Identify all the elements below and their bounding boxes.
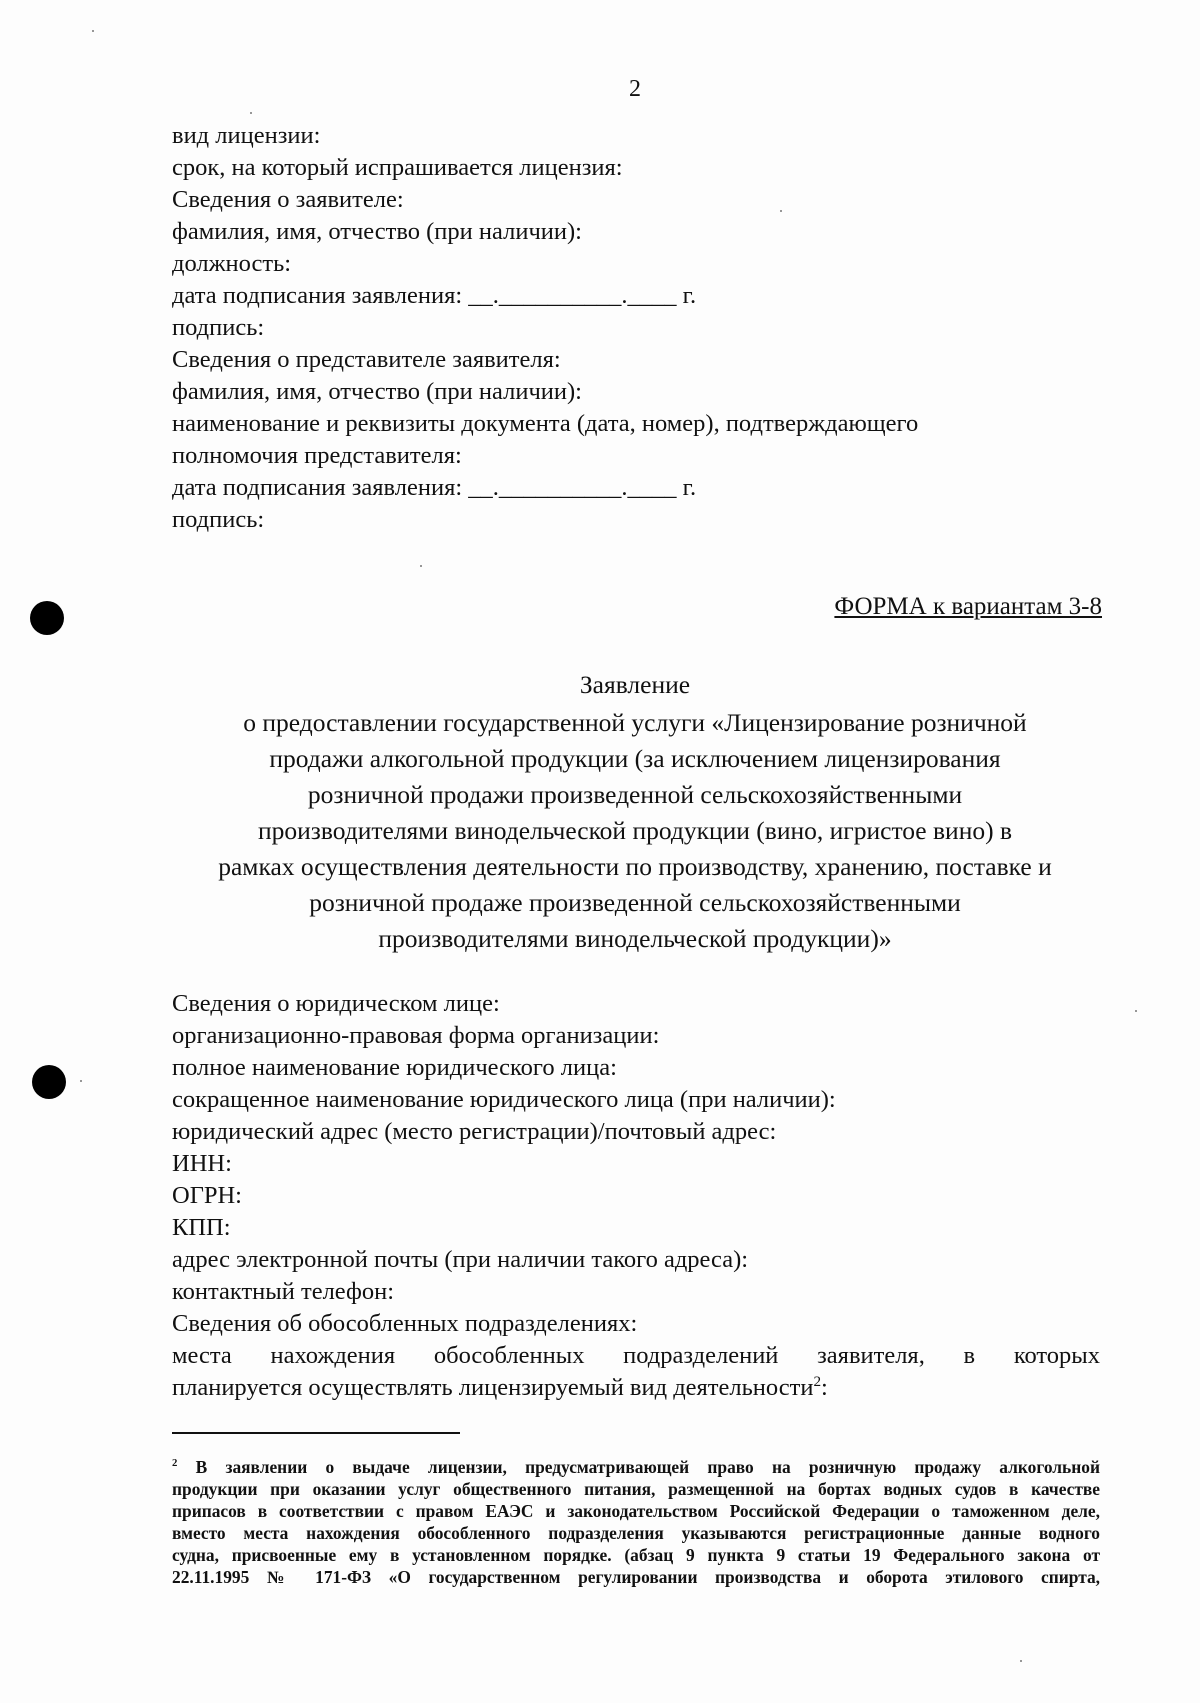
footnote-line: припасов в соответствии с правом ЕАЭС и законодательством Российской Федерации о таможенном деле, — [172, 1501, 1100, 1521]
word: подразделений — [623, 1342, 779, 1369]
field-applicant-signature: подпись: — [172, 314, 265, 341]
title-line: продажи алкогольной продукции (за исключением лицензирования — [269, 744, 1001, 773]
field-short-name: сокращенное наименование юридического лица (при наличии): — [172, 1086, 836, 1113]
footnote-separator — [172, 1432, 460, 1434]
punch-hole-mark — [32, 1065, 66, 1099]
scan-speck — [250, 112, 252, 114]
punch-hole-mark — [30, 601, 64, 635]
scan-speck — [1135, 1010, 1137, 1012]
word: нахождения — [270, 1342, 396, 1369]
subdivisions-activity-line — [172, 1374, 828, 1402]
word: места — [172, 1342, 232, 1369]
scan-speck — [92, 30, 94, 32]
field-applicant-sign-date: дата подписания заявления: __.__________.____ г. — [172, 282, 697, 309]
field-representative-name: фамилия, имя, отчество (при наличии): — [172, 378, 582, 405]
field-representative-signature: подпись: — [172, 506, 265, 533]
footnote-line: продукции при оказании услуг общественного питания, размещенной на бортах водных судов в качестве — [172, 1479, 1100, 1499]
field-representative-authority: полномочия представителя: — [172, 442, 462, 469]
field-legal-address: юридический адрес (место регистрации)/почтовый адрес: — [172, 1118, 777, 1145]
field-representative-document: наименование и реквизиты документа (дата, номер), подтверждающего — [172, 410, 919, 437]
title-line: рамках осуществления деятельности по производству, хранению, поставке и — [218, 852, 1052, 881]
applicant-heading: Сведения о заявителе: — [172, 186, 404, 213]
scan-speck — [780, 210, 782, 212]
field-license-term: срок, на который испрашивается лицензия: — [172, 154, 623, 181]
page-number: 2 — [629, 76, 641, 102]
subdivisions-location-line — [172, 1342, 1100, 1370]
footnote-ref[interactable]: 2 — [813, 1372, 822, 1390]
field-legal-form: организационно-правовая форма организации: — [172, 1022, 660, 1049]
footnote-line: 22.11.1995 № 171-ФЗ «О государственном регулировании производства и оборота этилового спирта, — [172, 1567, 1100, 1587]
field-kpp: КПП: — [172, 1214, 231, 1241]
word: заявителя, — [817, 1342, 925, 1369]
field-applicant-position: должность: — [172, 250, 292, 277]
title-line: производителями винодельческой продукции)» — [378, 924, 892, 953]
field-ogrn: ОГРН: — [172, 1182, 242, 1209]
title-line: производителями винодельческой продукции (вино, игристое вино) в — [258, 816, 1012, 845]
word: которых — [1013, 1342, 1100, 1369]
word: обособленных — [433, 1342, 585, 1369]
title-line: розничной продаже произведенной сельскохозяйственными — [309, 888, 961, 917]
legal-entity-heading: Сведения о юридическом лице: — [172, 990, 500, 1017]
footnote-marker: 2 — [172, 1457, 178, 1470]
representative-heading: Сведения о представителе заявителя: — [172, 346, 561, 373]
field-applicant-name: фамилия, имя, отчество (при наличии): — [172, 218, 582, 245]
field-inn: ИНН: — [172, 1150, 232, 1177]
field-license-type: вид лицензии: — [172, 122, 321, 149]
footnote-line — [172, 1456, 1100, 1478]
field-representative-sign-date: дата подписания заявления: __.__________.____ г. — [172, 474, 697, 501]
scan-speck — [420, 565, 422, 567]
title-line: розничной продажи произведенной сельскохозяйственными — [307, 780, 963, 809]
word: в — [963, 1342, 976, 1369]
scan-speck — [80, 1080, 82, 1082]
form-variant-label: ФОРМА к вариантам 3-8 — [834, 593, 1102, 620]
scan-speck — [1020, 1660, 1022, 1662]
application-heading: Заявление — [579, 670, 691, 699]
title-line: о предоставлении государственной услуги «Лицензирование розничной — [243, 708, 1027, 737]
activity-text: планируется осуществлять лицензируемый вид деятельности — [172, 1374, 814, 1401]
field-email: адрес электронной почты (при наличии такого адреса): — [172, 1246, 749, 1273]
footnote-text: В заявлении о выдаче лицензии, предусматривающей право на розничную продажу алкогольной — [195, 1457, 1100, 1477]
footnote-line: вместо места нахождения обособленного подразделения указываются регистрационные данные водного — [172, 1523, 1100, 1543]
field-phone: контактный телефон: — [172, 1278, 395, 1305]
colon: : — [821, 1374, 828, 1401]
subdivisions-heading: Сведения об обособленных подразделениях: — [172, 1310, 638, 1337]
footnote-line: судна, присвоенные ему в установленном порядке. (абзац 9 пункта 9 статьи 19 Федерального закона от — [172, 1545, 1100, 1565]
field-full-name: полное наименование юридического лица: — [172, 1054, 617, 1081]
